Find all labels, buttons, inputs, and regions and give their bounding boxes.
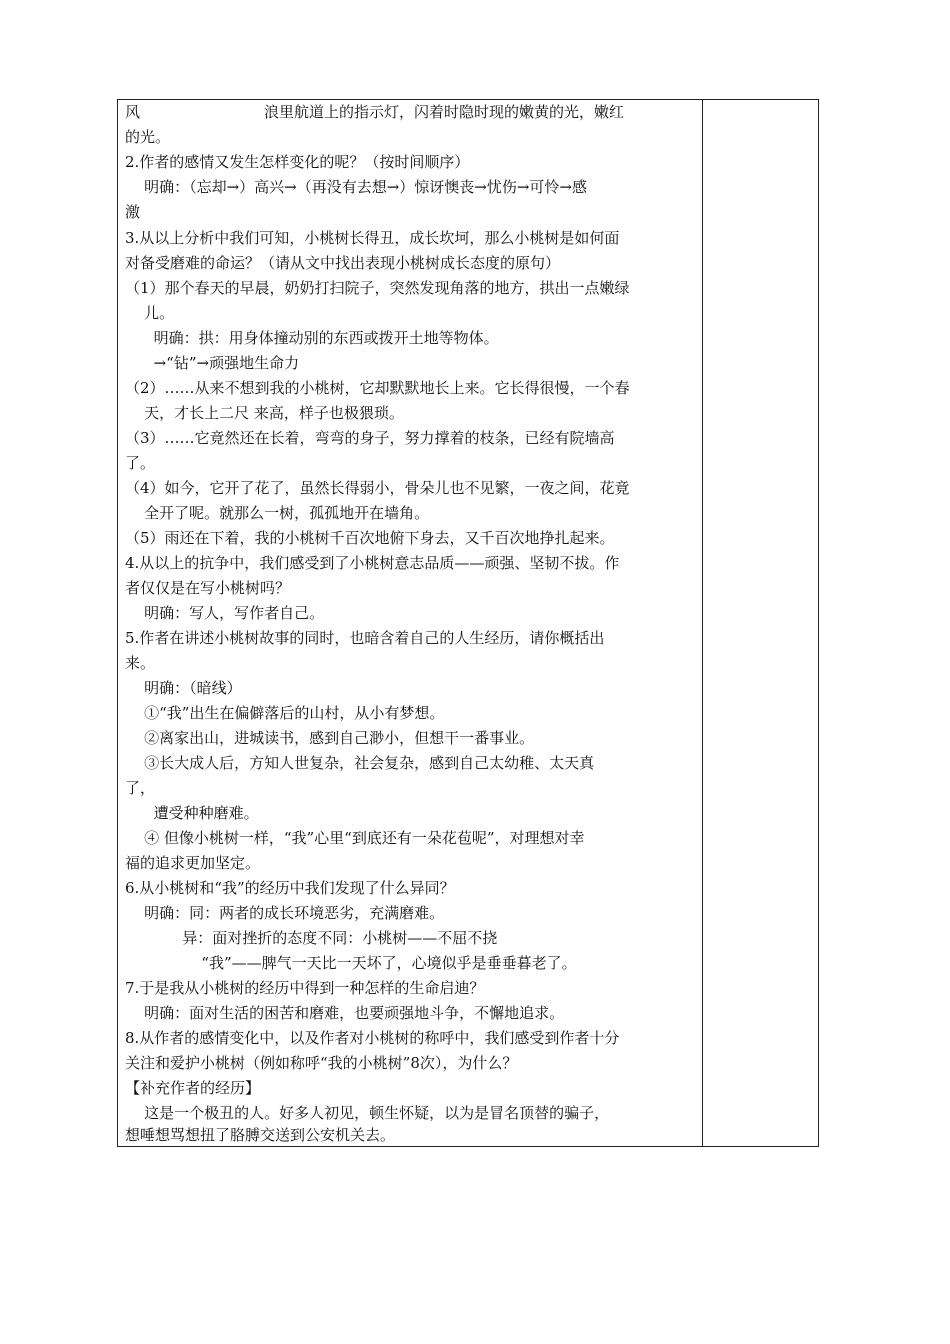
text-line: 遭受种种磨难。: [125, 804, 259, 822]
text-line: 风 浪里航道上的指示灯，闪着时隐时现的嫩黄的光，嫩红: [125, 103, 624, 121]
text-line: 明确：同：两者的成长环境恶劣，充满磨难。: [125, 904, 445, 922]
text-line: 全开了呢。就那么一树，孤孤地开在墙角。: [125, 504, 430, 522]
text-line: ②离家出山，进城读书，感到自己渺小，但想干一番事业。: [125, 729, 535, 747]
text-line: （2）……从来不想到我的小桃树，它却默默地长上来。它长得很慢，一个春: [125, 379, 630, 397]
text-line: 明确：（暗线）: [125, 679, 242, 697]
text-line: 天，才长上二尺 来高，样子也极猥琐。: [125, 404, 404, 422]
text-line: ①“我”出生在偏僻落后的山村，从小有梦想。: [125, 704, 445, 722]
text-line: （5）雨还在下着，我的小桃树千百次地俯下身去，又千百次地挣扎起来。: [125, 529, 615, 547]
text-line: ④ 但像小桃树一样，“我”心里“到底还有一朵花苞呢”，对理想对幸: [125, 829, 585, 847]
text-line: 者仅仅是在写小桃树吗？: [125, 579, 291, 597]
column-divider: [702, 99, 703, 1147]
text-line: 了。: [125, 454, 156, 472]
text-line: 6.从小桃树和“我”的经历中我们发现了什么异同？: [125, 879, 455, 897]
text-line: 5.作者在讲述小桃树故事的同时，也暗含着自己的人生经历，请你概括出: [125, 629, 605, 647]
text-line: 明确：拱：用身体撞动别的东西或拨开土地等物体。: [125, 329, 499, 347]
text-line: →“钻”→顽强地生命力: [125, 354, 300, 372]
text-line: 了，: [125, 779, 156, 797]
text-line: 4.从以上的抗争中，我们感受到了小桃树意志品质——顽强、坚韧不拔。作: [125, 554, 620, 572]
text-line: （4）如今，它开了花了，虽然长得弱小，骨朵儿也不见繁，一夜之间，花竟: [125, 479, 630, 497]
text-line: ③长大成人后，方知人世复杂，社会复杂，感到自己太幼稚、太天真: [125, 754, 595, 772]
text-line: 这是一个极丑的人。好多人初见，顿生怀疑，以为是冒名顶替的骗子，: [125, 1104, 610, 1122]
text-line: 对备受磨难的命运？（请从文中找出表现小桃树成长态度的原句）: [125, 254, 561, 272]
text-line: 明确：面对生活的困苦和磨难，也要顽强地斗争，不懈地追求。: [125, 1004, 565, 1022]
text-line: 2.作者的感情又发生怎样变化的呢？（按时间顺序）: [125, 153, 470, 171]
text-line: 想唾想骂想扭了胳膊交送到公安机关去。: [125, 1126, 396, 1144]
text-line: 来。: [125, 654, 156, 672]
text-line: 明确：（忘却→）高兴→（再没有去想→）惊讶懊丧→忧伤→可怜→感: [125, 178, 587, 196]
text-line: 异：面对挫折的态度不同：小桃树——不屈不挠: [125, 929, 498, 947]
text-line: 3.从以上分析中我们可知，小桃树长得丑，成长坎坷，那么小桃树是如何面: [125, 229, 620, 247]
text-line: 8.从作者的感情变化中，以及作者对小桃树的称呼中，我们感受到作者十分: [125, 1029, 620, 1047]
text-line: 激: [125, 203, 141, 221]
text-line: 关注和爱护小桃树（例如称呼“我的小桃树”8次），为什么？: [125, 1054, 518, 1072]
text-line: 【补充作者的经历】: [125, 1079, 261, 1097]
text-line: 明确：写人，写作者自己。: [125, 604, 325, 622]
text-line: 儿。: [125, 304, 175, 322]
text-line: 7.于是我从小桃树的经历中得到一种怎样的生命启迪？: [125, 979, 485, 997]
text-line: 的光。: [125, 128, 171, 146]
text-line: 福的追求更加坚定。: [125, 854, 261, 872]
text-line: （1）那个春天的早晨，奶奶打扫院子，突然发现角落的地方，拱出一点嫩绿: [125, 279, 630, 297]
text-line: “我”——脾气一天比一天坏了，心境似乎是垂垂暮老了。: [125, 954, 577, 972]
text-line: （3）……它竟然还在长着，弯弯的身子，努力撑着的枝条，已经有院墙高: [125, 429, 615, 447]
